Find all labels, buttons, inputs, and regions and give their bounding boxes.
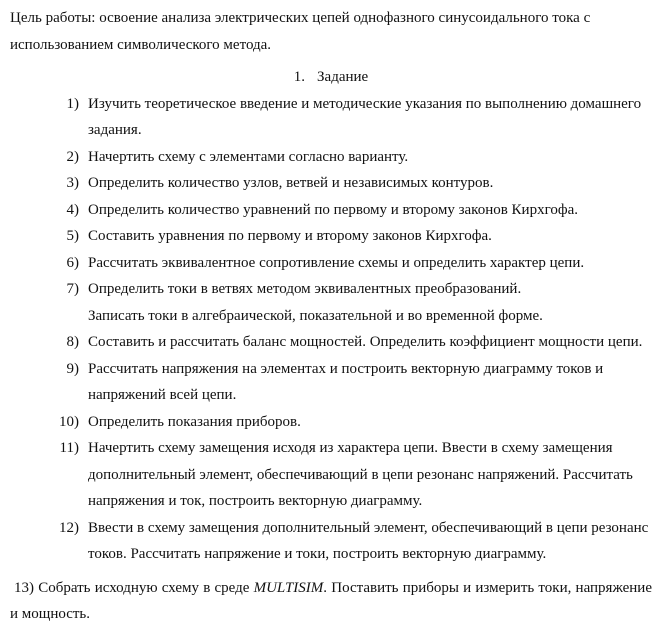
task-item-13 [10, 575, 652, 628]
task-text [88, 276, 652, 329]
task-item-2 [56, 144, 652, 171]
task-number: 10) [59, 413, 79, 430]
task-item-12 [56, 515, 652, 568]
task-item-8 [56, 329, 652, 356]
task-number: 3) [66, 175, 79, 191]
section-heading [10, 64, 652, 91]
task-number: 1) [66, 95, 79, 112]
task-text-line: Определить токи в ветвях методом эквивалентных преобразований. [88, 281, 522, 297]
task-item-10 [56, 409, 652, 436]
task-item-1 [56, 91, 652, 144]
task-item-7 [56, 276, 652, 329]
task-number: 11) [59, 440, 79, 456]
purpose-paragraph: Цель работы: освоение анализа электрических цепей однофазного синусоидального тока с использованием символического метода. [10, 10, 591, 53]
task-number: 12) [59, 519, 79, 536]
task-text: Определить показания приборов. [88, 413, 301, 430]
task-number: 13) [14, 579, 34, 596]
task-item-9 [56, 356, 652, 409]
task-text: Составить уравнения по первому и второму законов Кирхгофа. [88, 228, 492, 244]
task-number: 6) [66, 254, 79, 271]
task-text: Начертить схему замещения исходя из характера цепи. Ввести в схему замещения дополнительный элемент, обеспечивающий в цепи резонанс напряжений. Рассчитать напряжения и ток, построить векторную диаграмму. [88, 440, 633, 509]
task-item-6 [56, 250, 652, 277]
task-item-4 [56, 197, 652, 224]
task-text-post: . Поставить приборы и измерить токи, напряжение и мощность. [10, 579, 652, 622]
task-number: 9) [66, 360, 79, 377]
task-item-11 [56, 435, 652, 515]
task-text: Определить количество узлов, ветвей и независимых контуров. [88, 175, 494, 191]
multisim-italic: MULTISIM [253, 579, 324, 596]
task-item-3 [56, 170, 652, 197]
task-text: Ввести в схему замещения дополнительный элемент, обеспечивающий в цепи резонанс токов. Рассчитать напряжение и токи, построить векторную диаграмму. [88, 519, 649, 562]
task-number: 7) [66, 281, 79, 297]
section-title: Задание [317, 69, 369, 85]
task-number: 2) [66, 148, 79, 165]
task-text: Начертить схему с элементами согласно варианту. [88, 148, 409, 165]
task-text: Составить и рассчитать баланс мощностей. Определить коэффициент мощности цепи. [88, 334, 643, 350]
task-number: 4) [66, 201, 79, 218]
task-text: Рассчитать напряжения на элементах и построить векторную диаграмму токов и напряжений всей цепи. [88, 360, 604, 403]
task-text: Изучить теоретическое введение и методические указания по выполнению домашнего задания. [88, 95, 642, 138]
section-number: 1. [293, 69, 306, 85]
task-text-line: Записать токи в алгебраической, показательной и во временной форме. [88, 307, 543, 324]
task-item-5 [56, 223, 652, 250]
task-list [10, 91, 652, 568]
task-text-pre: Собрать исходную схему в среде [38, 579, 254, 596]
task-text: Рассчитать эквивалентное сопротивление схемы и определить характер цепи. [88, 254, 585, 271]
task-text: Определить количество уравнений по первому и второму законов Кирхгофа. [88, 201, 578, 218]
task-number: 5) [66, 228, 79, 244]
task-number: 8) [66, 334, 79, 350]
